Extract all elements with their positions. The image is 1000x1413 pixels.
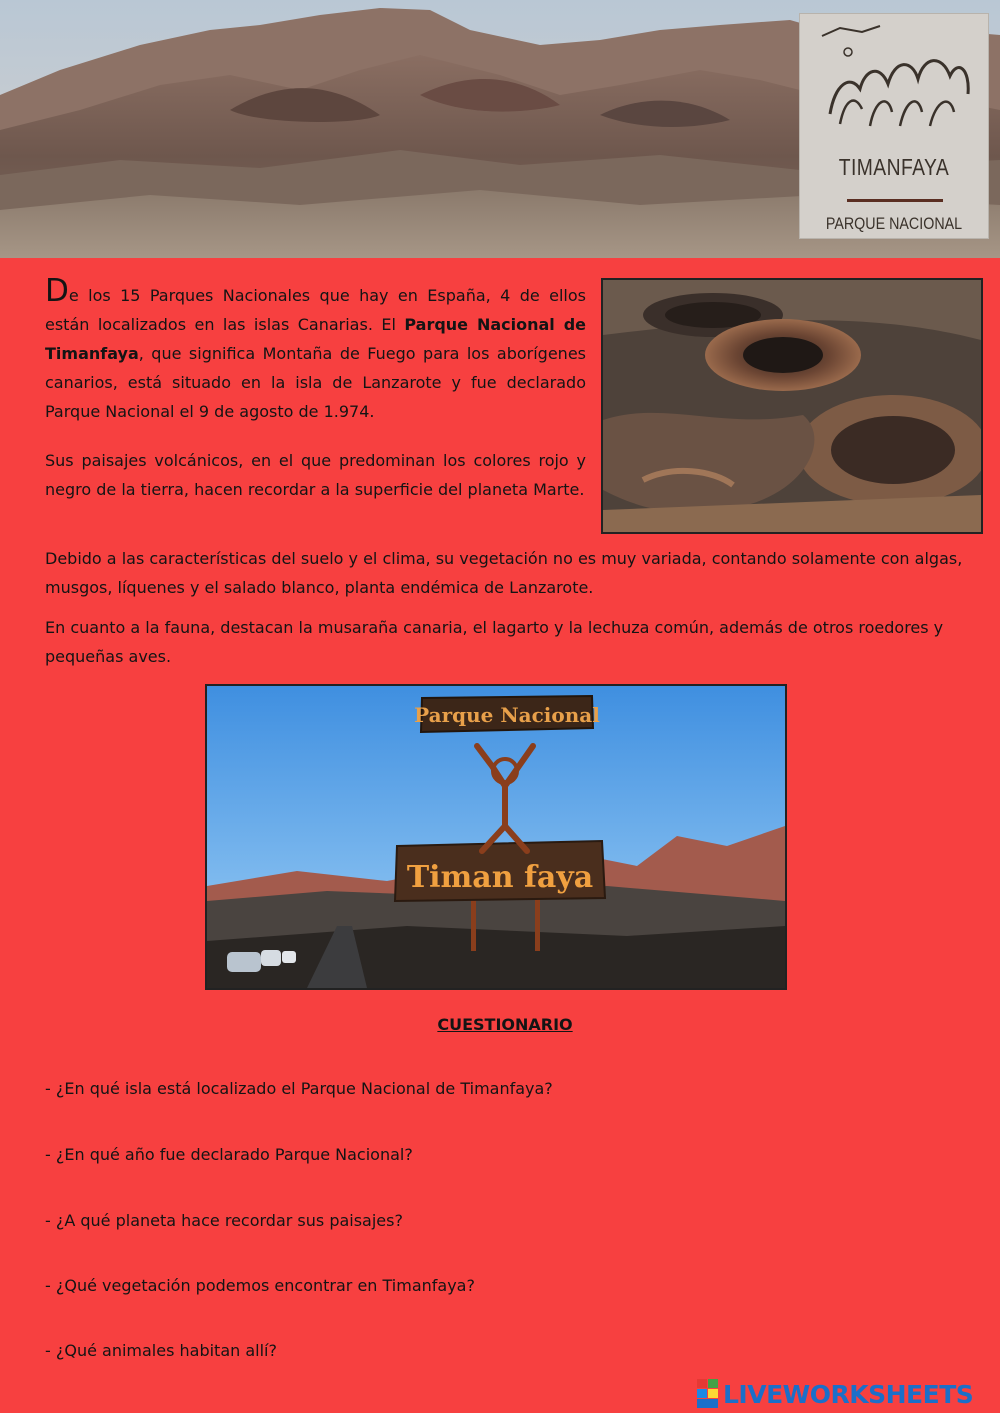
- p1-text-c: , que significa Montaña de Fuego para los aborígenes canarios, está situado en la isla de Lanzarote y fue declarado Parque Nacional el 9 de agosto de 1.974.: [45, 344, 586, 421]
- question-1: - ¿En qué isla está localizado el Parque Nacional de Timanfaya?: [45, 1079, 553, 1098]
- questionnaire-title: CUESTIONARIO: [437, 1015, 573, 1034]
- drop-cap: D: [45, 273, 69, 309]
- liveworksheets-logo-icon: [697, 1379, 719, 1409]
- intro-paragraph-2: Sus paisajes volcánicos, en el que predominan los colores rojo y negro de la tierra, hacen recordar a la superficie del planeta Marte.: [45, 451, 586, 499]
- watermark-text: LIVEWORKSHEETS: [723, 1379, 974, 1409]
- question-3: - ¿A qué planeta hace recordar sus paisajes?: [45, 1211, 403, 1230]
- question-2: - ¿En qué año fue declarado Parque Nacional?: [45, 1145, 413, 1164]
- logo-subtitle: PARQUE NACIONAL: [825, 214, 963, 233]
- logo-divider: [847, 199, 943, 202]
- park-sign-photo: [205, 684, 787, 990]
- craters-aerial-photo: [601, 278, 983, 534]
- question-5: - ¿Qué animales habitan allí?: [45, 1341, 277, 1360]
- volcanic-craters-image: [603, 280, 981, 532]
- vegetation-paragraph: Debido a las características del suelo y el clima, su vegetación no es muy variada, contando solamente con algas, musgos, líquenes y el salado blanco, planta endémica de Lanzarote.: [45, 549, 963, 597]
- question-4: - ¿Qué vegetación podemos encontrar en Timanfaya?: [45, 1276, 475, 1295]
- p1-park-name: Parque Nacional de Timanfaya: [45, 315, 586, 363]
- logo-title: TIMANFAYA: [838, 154, 950, 180]
- timanfaya-sign-image: [207, 686, 785, 988]
- timanfaya-logo: [799, 13, 989, 239]
- logo-fire-figures-icon: [800, 14, 988, 149]
- sign-bottom-text: Timan faya: [406, 860, 594, 895]
- intro-paragraph-1: [45, 273, 586, 426]
- p1-text-a: e los 15 Parques Nacionales que hay en España, 4 de ellos están localizados en las islas Canarias. El: [45, 286, 586, 334]
- fauna-paragraph: En cuanto a la fauna, destacan la musaraña canaria, el lagarto y la lechuza común, además de otros roedores y pequeñas aves.: [45, 618, 944, 666]
- liveworksheets-watermark: [697, 1378, 973, 1410]
- sign-top-text: Parque Nacional: [414, 703, 600, 727]
